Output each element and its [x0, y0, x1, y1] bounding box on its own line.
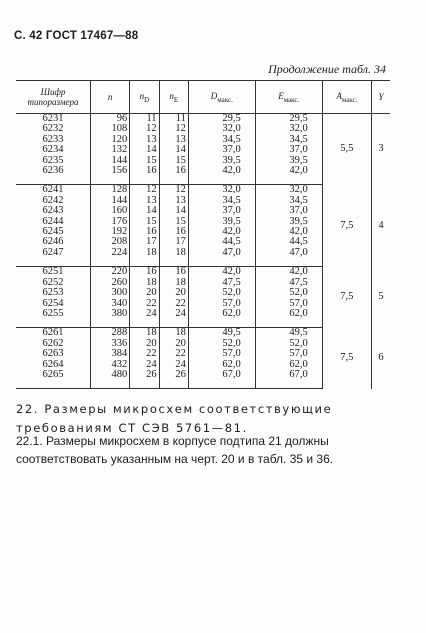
cell-nD: 14 [130, 145, 159, 155]
cell-nD: 20 [130, 288, 159, 298]
cell-nE: 18 [159, 328, 188, 339]
cell-E: 49,5 [255, 328, 322, 339]
cell-D: 42,0 [188, 166, 255, 176]
cell-nE: 11 [159, 114, 188, 125]
table-continuation-label: Продолжение табл. 34 [268, 62, 386, 76]
header-E-max: $E_{макс.}$ [255, 81, 322, 114]
cell-n: 380 [91, 309, 130, 319]
header-nD: $n_D$ [130, 81, 159, 114]
cell-D: 42,0 [188, 227, 255, 237]
cell-code: 6233 [42, 133, 64, 145]
cell-D: 29,5 [188, 114, 255, 125]
cell-E: 34,5 [255, 135, 322, 145]
cell-E: 44,5 [255, 237, 322, 247]
cell-n: 300 [91, 288, 130, 298]
cell-nE: 17 [159, 237, 188, 247]
cell-code: 6253 [42, 287, 64, 299]
cell-nE: 14 [159, 145, 188, 155]
cell-E: 67,0 [255, 370, 322, 380]
cell-nE: 22 [159, 299, 188, 309]
cell-nE: 15 [159, 217, 188, 227]
cell-nD: 16 [130, 166, 159, 176]
cell-D: 34,5 [188, 135, 255, 145]
cell-nD: 22 [130, 299, 159, 309]
cell-nD: 12 [130, 124, 159, 134]
cell-nD: 20 [130, 339, 159, 349]
cell-n: 176 [91, 217, 130, 227]
cell-E: 42,0 [255, 227, 322, 237]
cell-D: 42,0 [188, 267, 255, 278]
cell-E: 32,0 [255, 124, 322, 134]
header-A-max: $A_{макс.}$ [322, 81, 371, 114]
header-code: Шифр типоразмера [16, 81, 91, 114]
table-row [16, 185, 390, 196]
cell-E: 42,0 [255, 267, 322, 278]
cell-code: 6242 [42, 194, 64, 206]
cell-n: 156 [91, 166, 130, 176]
table-row [16, 114, 390, 125]
cell-E: 52,0 [255, 288, 322, 298]
cell-E: 37,0 [255, 206, 322, 216]
header-n: n [91, 81, 130, 114]
cell-n: 192 [91, 227, 130, 237]
cell-code: 6232 [42, 123, 64, 135]
cell-nD: 18 [130, 278, 159, 288]
cell-E: 37,0 [255, 145, 322, 155]
cell-code: 6265 [42, 368, 64, 380]
cell-nE: 13 [159, 196, 188, 206]
cell-n: 336 [91, 339, 130, 349]
cell-D: 49,5 [188, 328, 255, 339]
cell-D: 57,0 [188, 299, 255, 309]
cell-code: 6263 [42, 348, 64, 360]
cell-nE: 16 [159, 227, 188, 237]
table-row [16, 267, 390, 278]
dimensions-table [16, 80, 390, 389]
cell-nE: 15 [159, 156, 188, 166]
cell-E: 52,0 [255, 339, 322, 349]
cell-Y: 4 [372, 185, 390, 267]
cell-n: 480 [91, 370, 130, 380]
cell-E: 57,0 [255, 299, 322, 309]
cell-nD: 11 [130, 114, 159, 125]
paragraph-22-1: 22.1. Размеры микросхем в корпусе подтипа 21 должны соответствовать указанным на черт. 20 и в табл. 35 и 36. [16, 434, 334, 466]
cell-nD: 15 [130, 156, 159, 166]
cell-code: 6261 [42, 327, 64, 339]
cell-A-max: 7,5 [322, 267, 371, 328]
cell-D: 39,5 [188, 156, 255, 166]
cell-D: 34,5 [188, 196, 255, 206]
cell-n: 224 [91, 248, 130, 258]
cell-n: 340 [91, 299, 130, 309]
table-header [16, 81, 390, 114]
cell-code: 6244 [42, 215, 64, 227]
cell-nD: 15 [130, 217, 159, 227]
cell-nD: 22 [130, 349, 159, 359]
cell-Y: 3 [372, 114, 390, 185]
cell-nE: 16 [159, 267, 188, 278]
cell-code: 6245 [42, 226, 64, 238]
cell-n: 160 [91, 206, 130, 216]
cell-D: 47,5 [188, 278, 255, 288]
cell-nD: 16 [130, 267, 159, 278]
cell-E: 62,0 [255, 309, 322, 319]
cell-n: 432 [91, 360, 130, 370]
cell-n: 144 [91, 156, 130, 166]
cell-E: 57,0 [255, 349, 322, 359]
cell-D: 52,0 [188, 339, 255, 349]
cell-D: 47,0 [188, 248, 255, 258]
cell-nD: 24 [130, 360, 159, 370]
paragraph-22: 22. Размеры микросхем соответствующие требованиям СТ СЭВ 5761—81. [16, 402, 333, 435]
cell-code: 6246 [42, 236, 64, 248]
cell-D: 67,0 [188, 370, 255, 380]
cell-n: 288 [91, 328, 130, 339]
header-Y: Y [372, 81, 390, 114]
cell-A-max: 7,5 [322, 185, 371, 267]
header-D-max: $D_{макс.}$ [188, 81, 255, 114]
cell-nD: 13 [130, 135, 159, 145]
cell-E: 62,0 [255, 360, 322, 370]
cell-code: 6251 [42, 266, 64, 278]
table-row [16, 328, 390, 339]
cell-nE: 20 [159, 339, 188, 349]
cell-n: 260 [91, 278, 130, 288]
cell-nD: 16 [130, 227, 159, 237]
cell-n: 132 [91, 145, 130, 155]
cell-nD: 17 [130, 237, 159, 247]
cell-nD: 14 [130, 206, 159, 216]
cell-code: 6247 [42, 246, 64, 258]
cell-nD: 18 [130, 328, 159, 339]
cell-nE: 18 [159, 278, 188, 288]
cell-nE: 26 [159, 370, 188, 380]
cell-code: 6234 [42, 144, 64, 156]
cell-nE: 24 [159, 360, 188, 370]
cell-nD: 24 [130, 309, 159, 319]
cell-code: 6231 [42, 113, 64, 124]
cell-n: 128 [91, 185, 130, 196]
cell-n: 384 [91, 349, 130, 359]
cell-Y: 5 [372, 267, 390, 328]
cell-Y: 6 [372, 328, 390, 389]
header-nE: $n_E$ [159, 81, 188, 114]
cell-n: 220 [91, 267, 130, 278]
cell-nE: 18 [159, 248, 188, 258]
cell-nD: 13 [130, 196, 159, 206]
cell-nE: 13 [159, 135, 188, 145]
table-body [16, 114, 390, 389]
cell-E: 47,5 [255, 278, 322, 288]
cell-n: 208 [91, 237, 130, 247]
cell-D: 32,0 [188, 185, 255, 196]
cell-nE: 20 [159, 288, 188, 298]
cell-nE: 16 [159, 166, 188, 176]
cell-nE: 22 [159, 349, 188, 359]
cell-E: 34,5 [255, 196, 322, 206]
cell-E: 32,0 [255, 185, 322, 196]
cell-code: 6264 [42, 358, 64, 370]
cell-nD: 26 [130, 370, 159, 380]
cell-D: 37,0 [188, 145, 255, 155]
cell-D: 32,0 [188, 124, 255, 134]
cell-E: 47,0 [255, 248, 322, 258]
cell-code: 6236 [42, 165, 64, 177]
cell-D: 62,0 [188, 309, 255, 319]
cell-nD: 12 [130, 185, 159, 196]
cell-n: 120 [91, 135, 130, 145]
cell-D: 52,0 [188, 288, 255, 298]
cell-nE: 12 [159, 124, 188, 134]
cell-E: 39,5 [255, 217, 322, 227]
cell-A-max: 7,5 [322, 328, 371, 389]
cell-D: 37,0 [188, 206, 255, 216]
cell-code: 6243 [42, 205, 64, 217]
cell-code: 6262 [42, 337, 64, 349]
cell-code: 6235 [42, 154, 64, 166]
page-header: С. 42 ГОСТ 17467—88 [14, 30, 139, 42]
cell-D: 39,5 [188, 217, 255, 227]
cell-n: 96 [91, 114, 130, 125]
cell-code: 6254 [42, 297, 64, 309]
cell-nD: 18 [130, 248, 159, 258]
cell-E: 42,0 [255, 166, 322, 176]
cell-nE: 14 [159, 206, 188, 216]
cell-n: 144 [91, 196, 130, 206]
cell-A-max: 5,5 [322, 114, 371, 185]
cell-code: 6241 [42, 184, 64, 196]
cell-code: 6252 [42, 276, 64, 288]
cell-D: 44,5 [188, 237, 255, 247]
cell-nE: 24 [159, 309, 188, 319]
cell-D: 62,0 [188, 360, 255, 370]
cell-D: 57,0 [188, 349, 255, 359]
cell-E: 39,5 [255, 156, 322, 166]
cell-n: 108 [91, 124, 130, 134]
cell-E: 29,5 [255, 114, 322, 125]
cell-code: 6255 [42, 307, 64, 319]
cell-nE: 12 [159, 185, 188, 196]
